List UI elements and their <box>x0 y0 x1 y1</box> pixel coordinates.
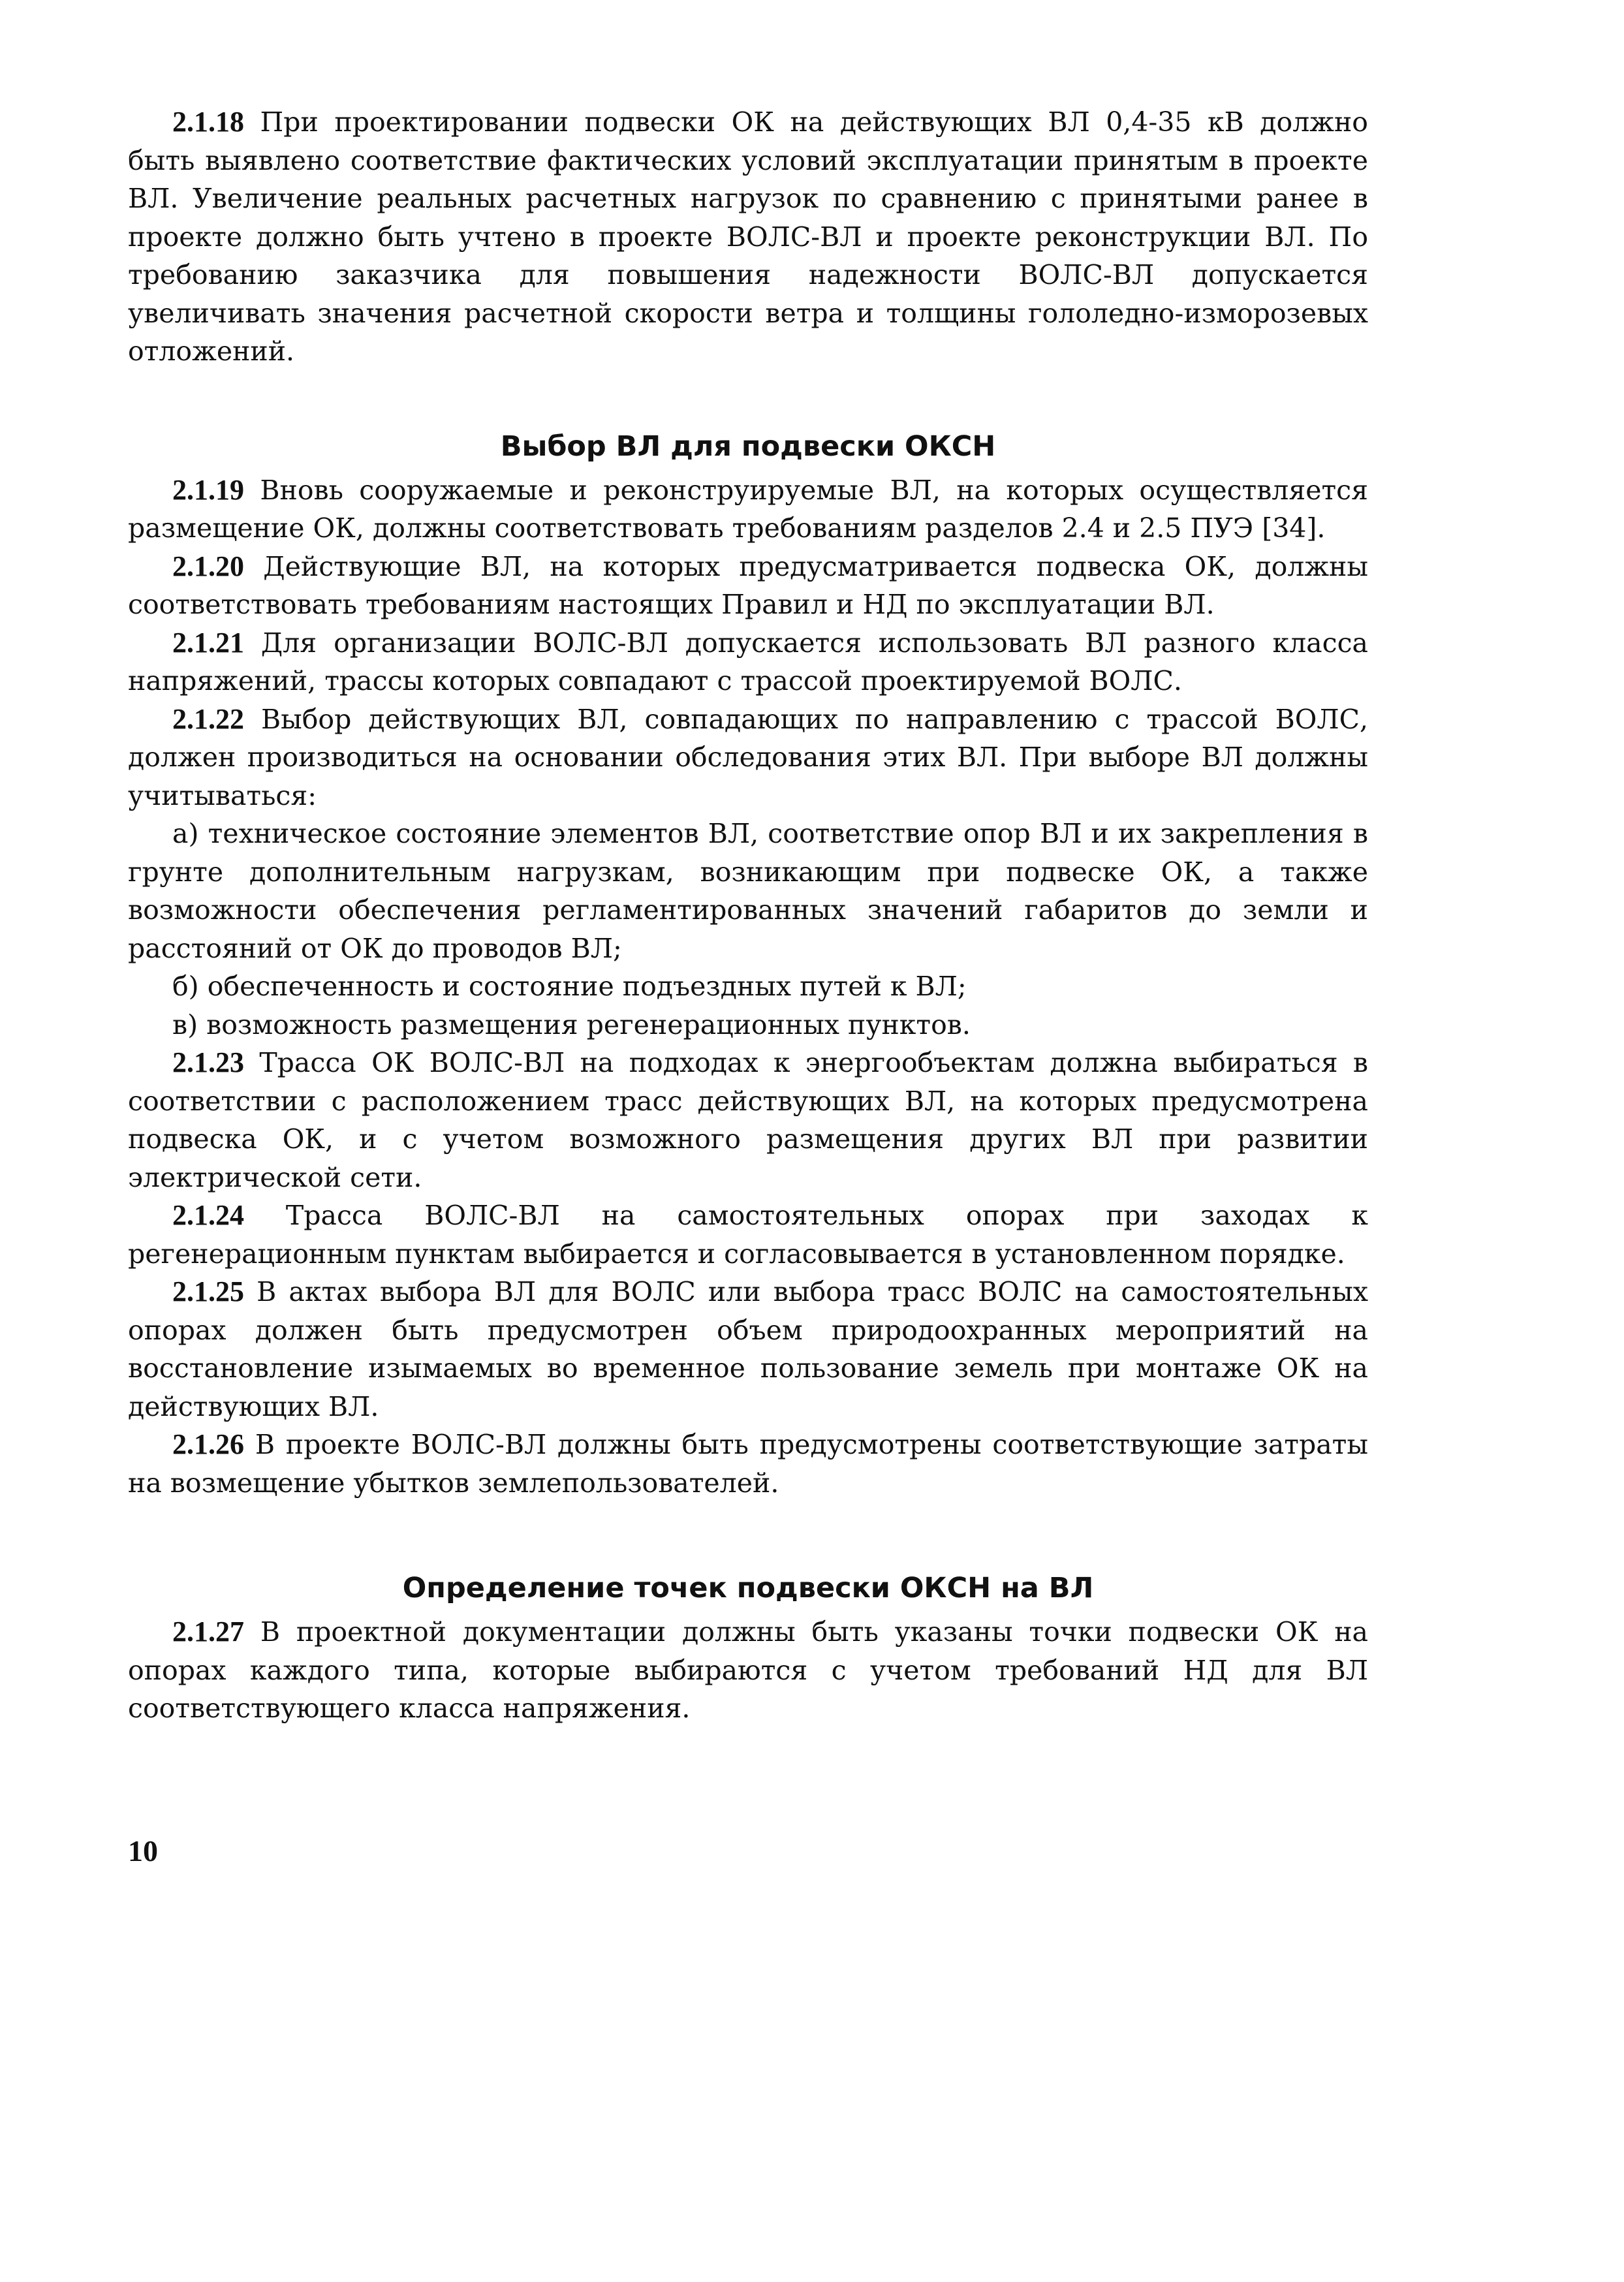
clause-number: 2.1.22 <box>172 702 244 735</box>
clause-text: В проектной документации должны быть указаны точки подвески ОК на опорах каждого типа, которые выбираются с учетом требований НД для ВЛ соответствующего класса напряжения. <box>128 1616 1368 1724</box>
clause-text: В проекте ВОЛС-ВЛ должны быть предусмотрены соответствующие затраты на возмещение убытков землепользователей. <box>128 1429 1368 1499</box>
paragraph-2-1-24 <box>128 1196 1368 1273</box>
clause-number: 2.1.25 <box>172 1275 244 1307</box>
paragraph-2-1-27 <box>128 1613 1368 1728</box>
paragraph-2-1-21 <box>128 624 1368 700</box>
clause-text: Действующие ВЛ, на которых предусматривается подвеска ОК, должны соответствовать требованиям настоящих Правил и НД по эксплуатации ВЛ. <box>128 550 1368 620</box>
clause-number: 2.1.27 <box>172 1616 244 1648</box>
section-heading-line-selection: Выбор ВЛ для подвески ОКСН <box>500 430 996 463</box>
paragraph-2-1-18 <box>128 103 1368 371</box>
list-item-b: б) обеспеченность и состояние подъездных путей к ВЛ; <box>172 971 967 1002</box>
list-item-a: а) техническое состояние элементов ВЛ, соответствие опор ВЛ и их закрепления в грунте дополнительным нагрузкам, возникающим при подвеске ОК, а также возможности обеспечения регламентированных значений габаритов до земли и расстояний от ОК до проводов ВЛ; <box>128 818 1368 964</box>
paragraph-2-1-19 <box>128 471 1368 548</box>
clause-text: При проектировании подвески ОК на действующих ВЛ 0,4-35 кВ должно быть выявлено соответствие фактических условий эксплуатации принятым в проекте ВЛ. Увеличение реальных расчетных нагрузок по сравнению с принятыми ранее в проекте должно быть учтено в проекте ВОЛС-ВЛ и проекте реконструкции ВЛ. По требованию заказчика для повышения надежности ВОЛС-ВЛ допускается увеличивать значения расчетной скорости ветра и толщины гололедно-изморозевых отложений. <box>128 106 1368 367</box>
paragraph-2-1-23 <box>128 1044 1368 1196</box>
clause-text: Для организации ВОЛС-ВЛ допускается использовать ВЛ разного класса напряжений, трассы которых совпадают с трассой проектируемой ВОЛС. <box>128 627 1368 696</box>
clause-text: Выбор действующих ВЛ, совпадающих по направлению с трассой ВОЛС, должен производиться на основании обследования этих ВЛ. При выборе ВЛ должны учитываться: <box>128 703 1368 811</box>
clause-text: Трасса ОК ВОЛС-ВЛ на подходах к энергообъектам должна выбираться в соответствии с расположением трасс действующих ВЛ, на которых предусмотрена подвеска ОК, и с учетом возможного размещения других ВЛ при развитии электрической сети. <box>128 1047 1368 1193</box>
page-content <box>128 103 1368 1728</box>
list-item-c: в) возможность размещения регенерационных пунктов. <box>172 1008 971 1040</box>
clause-text: В актах выбора ВЛ для ВОЛС или выбора трасс ВОЛС на самостоятельных опорах должен быть предусмотрен объем природоохранных мероприятий на восстановление изымаемых во временное пользование земель при монтаже ОК на действующих ВЛ. <box>128 1276 1368 1422</box>
paragraph-2-1-26 <box>128 1426 1368 1502</box>
clause-number: 2.1.18 <box>172 106 244 138</box>
paragraph-2-1-22 <box>128 700 1368 815</box>
clause-number: 2.1.21 <box>172 626 244 659</box>
clause-number: 2.1.19 <box>172 473 244 506</box>
clause-number: 2.1.26 <box>172 1428 244 1460</box>
clause-text: Трасса ВОЛС-ВЛ на самостоятельных опорах при заходах к регенерационным пунктам выбирается и согласовывается в установленном порядке. <box>128 1200 1368 1270</box>
paragraph-2-1-20 <box>128 548 1368 624</box>
clause-number: 2.1.20 <box>172 550 244 582</box>
page-number: 10 <box>128 1834 158 1868</box>
clause-text: Вновь сооружаемые и реконструируемые ВЛ, на которых осуществляется размещение ОК, должны соответствовать требованиям разделов 2.4 и 2.5 ПУЭ [34]. <box>128 474 1368 544</box>
clause-number: 2.1.24 <box>172 1199 244 1231</box>
section-heading-suspension-points: Определение точек подвески ОКСН на ВЛ <box>402 1572 1094 1604</box>
paragraph-2-1-25 <box>128 1273 1368 1426</box>
clause-number: 2.1.23 <box>172 1046 244 1078</box>
